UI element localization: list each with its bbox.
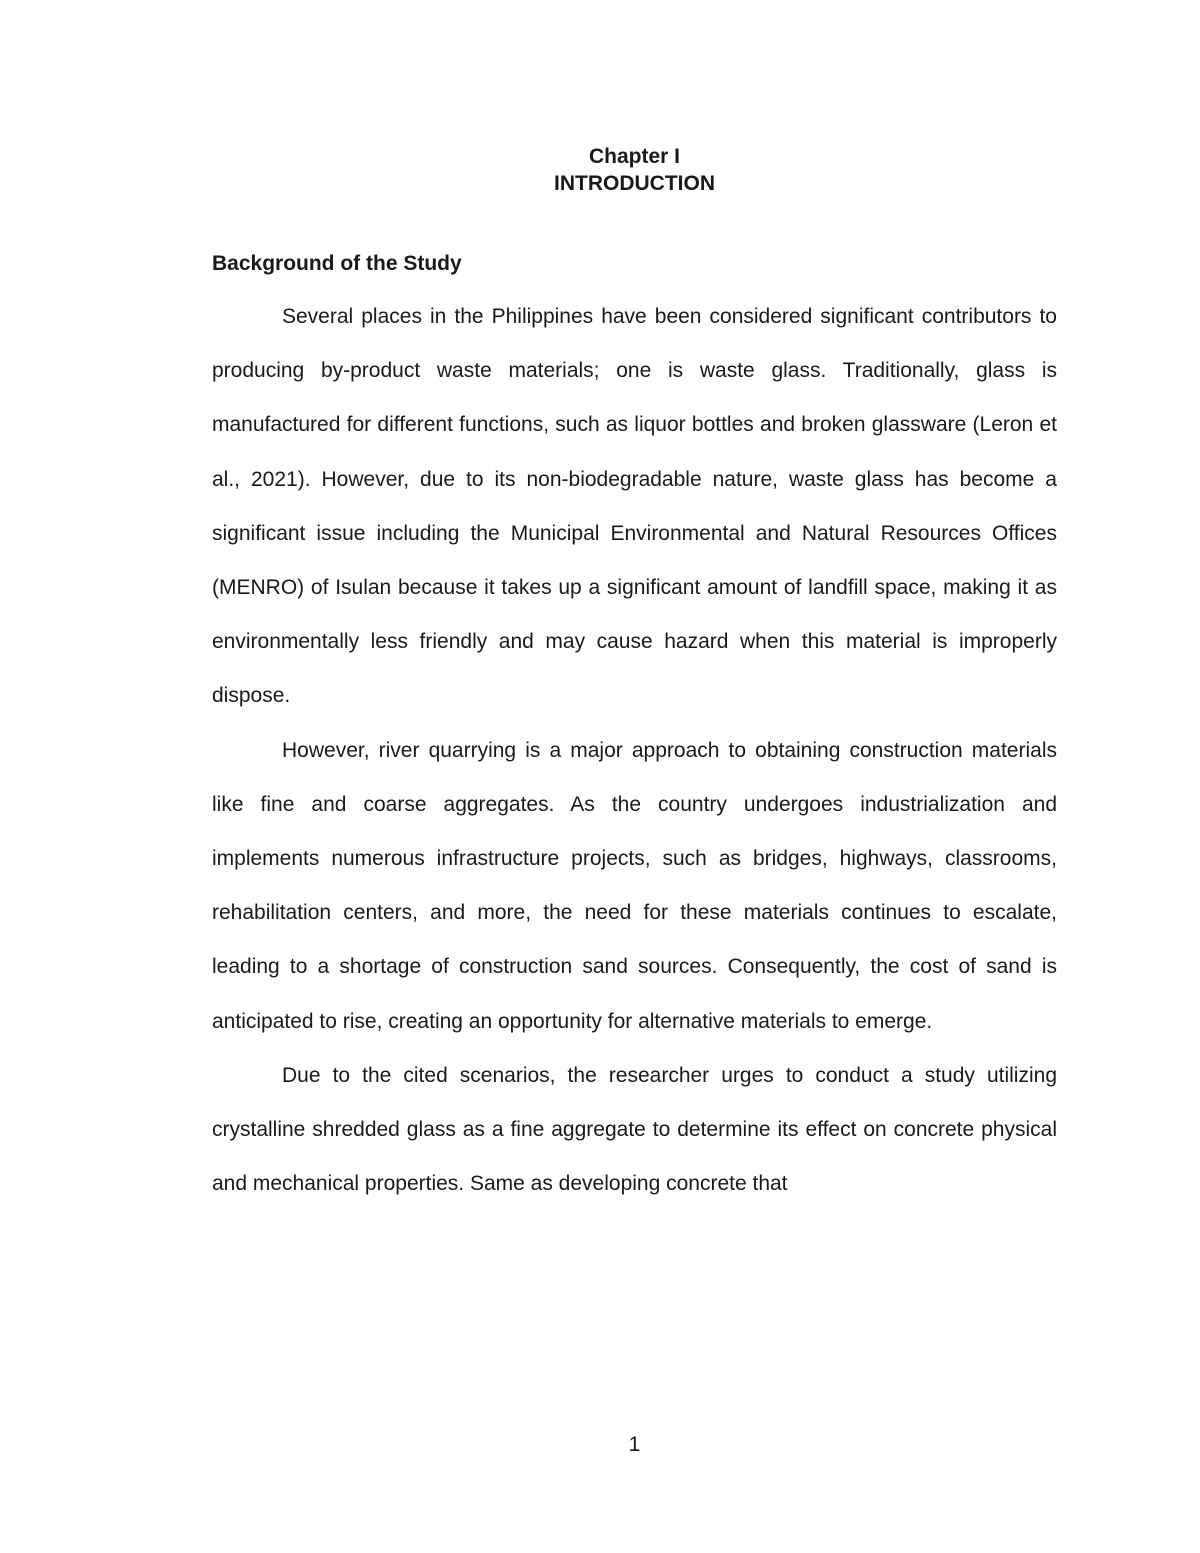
- paragraph: Due to the cited scenarios, the researcher urges to conduct a study utilizing crystalline shredded glass as a fine aggregate to determine its effect on concrete physical and mechanical properties. Same as developing concrete that: [212, 1063, 1057, 1196]
- section-heading: Background of the Study: [212, 252, 462, 275]
- chapter-title: INTRODUCTION: [554, 172, 715, 195]
- chapter-label: Chapter I: [588, 145, 680, 168]
- body-text: [212, 290, 1057, 1211]
- paragraph: However, river quarrying is a major approach to obtaining construction materials like fine and coarse aggregates. As the country undergoes industrialization and implements numerous infrastructure projects, such as bridges, highways, classrooms, rehabilitation centers, and more, the need for these materials continues to escalate, leading to a shortage of construction sand sources. Consequently, the cost of sand is anticipated to rise, creating an opportunity for alternative materials to emerge.: [212, 738, 1057, 1033]
- chapter-heading: [0, 143, 1200, 197]
- page-number: 1: [628, 1433, 641, 1456]
- paragraph: Several places in the Philippines have been considered significant contributors to producing by-product waste materials; one is waste glass. Traditionally, glass is manufactured for different functions, such as liquor bottles and broken glassware (Leron et al., 2021). However, due to its non-biodegradable nature, waste glass has become a significant issue including the Municipal Environmental and Natural Resources Offices (MENRO) of Isulan because it takes up a significant amount of landfill space, making it as environmentally less friendly and may cause hazard when this material is improperly dispose.: [212, 305, 1057, 708]
